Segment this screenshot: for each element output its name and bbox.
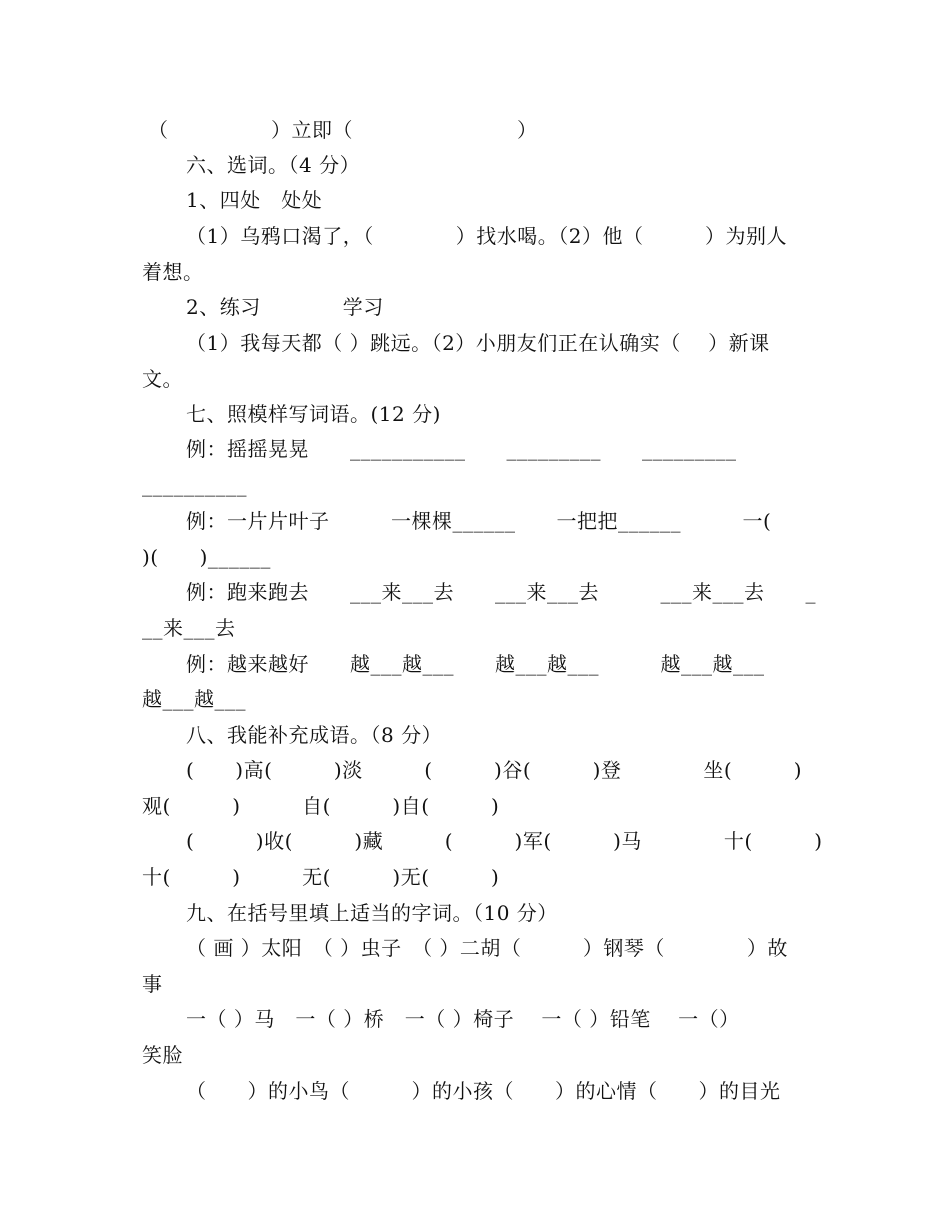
text-line: 事: [142, 972, 163, 996]
text-line: 观( ) 自( )自( ): [142, 794, 500, 818]
text-line: 2、练习 学习: [186, 295, 384, 319]
text-line: ( )高( )淡 ( )谷( )登 坐( ): [186, 758, 803, 782]
text-line: 1、四处 处处: [186, 188, 323, 212]
text-line: )( )______: [142, 545, 271, 569]
text-line: 例：一片片叶子 一棵棵______ 一把把______ 一(: [186, 509, 772, 533]
text-line: __来___去: [142, 616, 236, 640]
text-line: 一（ ）马 一（ ）桥 一（ ）椅子 一（ ）铅笔 一（）: [186, 1007, 740, 1031]
text-line: ( )收( )藏 ( )军( )马 十( ): [186, 829, 823, 853]
text-line: 十( ) 无( )无( ): [142, 865, 500, 889]
text-line: 笑脸: [142, 1043, 183, 1067]
text-line: 例：跑来跑去 ___来___去 ___来___去 ___来___去 _: [186, 580, 816, 604]
section-heading: 七、照模样写词语。(12 分): [186, 402, 441, 426]
text-line: 着想。: [142, 260, 204, 284]
section-heading: 九、在括号里填上适当的字词。（10 分）: [186, 901, 558, 925]
text-line: （1）乌鸦口渴了，（ ）找水喝。（2）他（ ）为别人: [186, 224, 787, 248]
text-line: __________: [142, 473, 247, 497]
text-line: （ 画 ）太阳 （ ）虫子 （ ）二胡（ ）钢琴（ ）故: [186, 936, 788, 960]
section-heading: 八、我能补充成语。（8 分）: [186, 723, 443, 747]
text-line: 例：摇摇晃晃 ___________ _________ _________: [186, 437, 737, 461]
text-line: 例：越来越好 越___越___ 越___越___ 越___越___: [186, 652, 765, 676]
text-line: （ ）的小鸟（ ）的小孩（ ）的心情（ ）的目光: [186, 1079, 781, 1103]
text-line: （1）我每天都（ ）跳远。（2）小朋友们正在认确实（ ）新课: [186, 331, 770, 355]
text-line: （ ）立即（ ）: [148, 118, 538, 142]
section-heading: 六、选词。（4 分）: [186, 153, 361, 177]
text-line: 越___越___: [142, 687, 246, 711]
text-line: 文。: [142, 367, 183, 391]
